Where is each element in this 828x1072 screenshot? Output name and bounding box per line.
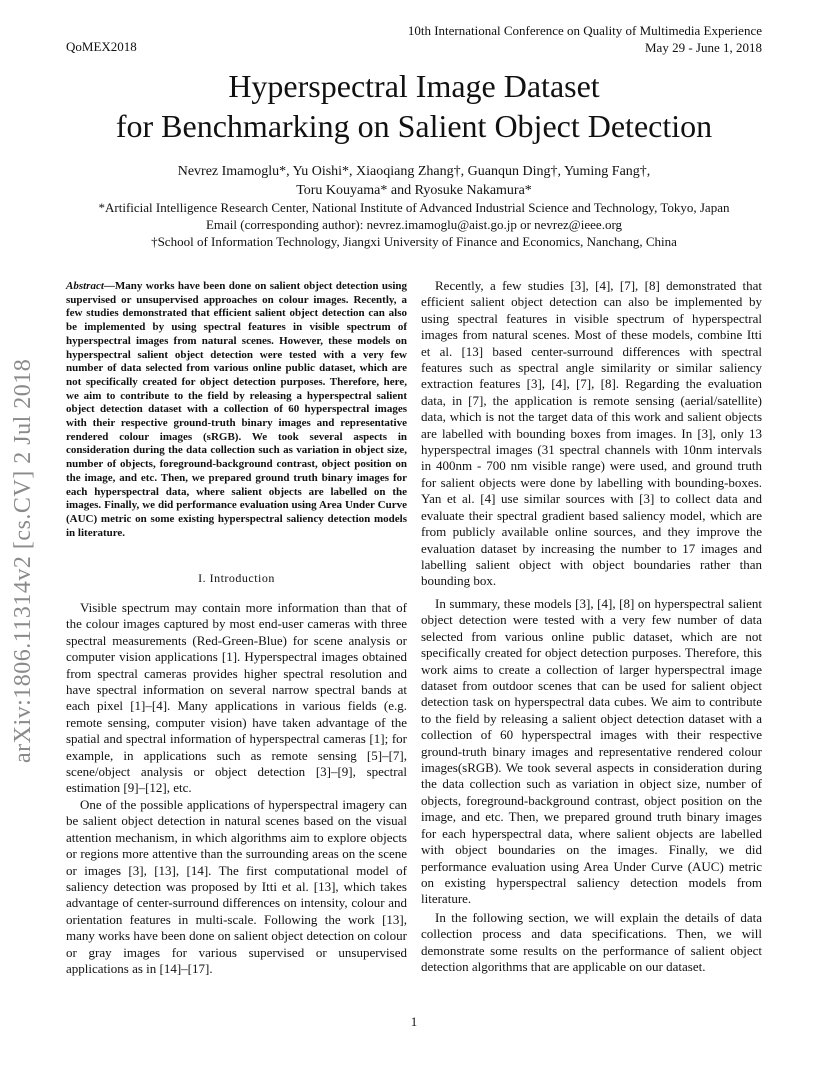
paper-title [0, 66, 828, 146]
title-line-1: Hyperspectral Image Dataset [228, 68, 600, 104]
right-paragraph-3 [421, 910, 762, 976]
paragraph-text: In the following section, we will explain the details of data collection process and data specifications. Then, we will demonstrate some results on the performance of salient object detection algorithms that are applicable on our dataset. [421, 910, 762, 975]
right-paragraph-1 [421, 278, 762, 590]
paragraph-text: One of the possible applications of hyperspectral imagery can be salient object detection in natural scenes based on the visual attention mechanism, in which algorithms aim to explore objects or regions more attentive than the surrounding areas on the scene or images [3], [13], [14]. The first computational model of saliency detection was proposed by Itti et al. [13], which takes advantage of center-surround differences on intensity, colour and orientation features in multi-scale. Following the work [13], many works have been done on salient object detection on colour or gray images for various supervised or unsupervised applications as in [14]–[17]. [66, 797, 407, 977]
paragraph-text: In summary, these models [3], [4], [8] on hyperspectral salient object detection were tested with a very few number of data selected from various online public dataset, which are not specifically created for object detection purposes. Therefore, this work aims to create a collection of larger hyperspectral image dataset from outdoor scenes that can be used for salient object detection task on hyperspectral data cubes. We aim to contribute to the field by releasing a salient object detection dataset with a collection of 60 hyperspectral images with their respective ground-truth binary images and representative rendered colour images(sRGB). We took several aspects in consideration during the data collection such as variation in object size, number of objects, foreground-background contrast, object position on the image, and etc. Then, we prepared ground truth binary images for each hyperspectral data, where salient objects are labelled with object boundaries on the images. Finally, we did performance evaluation using Area Under Curve (AUC) metric on existing hyperspectral saliency detection models from literature. [421, 596, 762, 907]
intro-paragraph-1 [66, 600, 407, 797]
conference-name: 10th International Conference on Quality of Multimedia Experience [407, 23, 762, 38]
author-list [0, 162, 828, 200]
abstract-label: Abstract [66, 280, 104, 292]
paragraph-text: Visible spectrum may contain more information than that of the colour images captured by most end-user cameras with three spectral measurements (Red-Green-Blue) for scene analysis or computer vision applications [1]. Hyperspectral images obtained from spectral cameras provides higher spectral resolution and have spectral information on several narrow spectral bands at each pixel [1]–[4]. Many applications in various fields (e.g. remote sensing, computer vision) have taken advantage of the spatial and spectral information of hyperspectral cameras [1]; for example, in applications such as remote sensing [5]–[7], scene/object analysis or object detection [3]–[9], spectral estimation [9]–[12], etc. [66, 600, 407, 796]
conference-dates: May 29 - June 1, 2018 [645, 40, 762, 55]
authors-line-2: Toru Kouyama* and Ryosuke Nakamura* [296, 183, 532, 198]
corresponding-email: Email (corresponding author): nevrez.imamoglu@aist.go.jp or nevrez@ieee.org [205, 217, 623, 232]
authors-line-1: Nevrez Imamoglu*, Yu Oishi*, Xiaoqiang Zhang†, Guanqun Ding†, Yuming Fang†, [177, 164, 651, 179]
abstract-text: —Many works have been done on salient object detection using supervised or unsupervised approaches on colour images. Recently, a few studies demonstrated that efficient salient object detection can also be implemented by using spectral features in visible spectrum of hyperspectral images from natural scenes. However, these models on hyperspectral salient object detection were tested with a very few number of data selected from various online public dataset, which are not specifically created for object detection purposes. Therefore, here, we aim to contribute to the field by releasing a hyperspectral salient object detection dataset with a collection of 60 hyperspectral images with their respective ground-truth binary images and representative rendered colour images (sRGB). We took several aspects in consideration during the data collection such as variation in object size, number of objects, foreground-background contrast, object position on the image, and etc. Then, we prepared ground truth binary images for each hyperspectral data, where salient objects are labelled on the images. Finally, we did performance evaluation using Area Under Curve (AUC) metric on some existing hyperspectral saliency detection models in literature. [66, 280, 407, 539]
affiliation-aist: *Artificial Intelligence Research Center, National Institute of Advanced Industrial Science and Technology, Tokyo, Japan [98, 200, 730, 215]
title-line-2: for Benchmarking on Salient Object Detection [115, 108, 713, 144]
right-paragraph-2 [421, 596, 762, 908]
conference-header [408, 22, 762, 56]
affiliations [0, 199, 828, 250]
section-heading-introduction: I. Introduction [198, 571, 275, 585]
venue-short: QoMEX2018 [66, 39, 137, 54]
page-number: 1 [410, 1014, 418, 1029]
affiliation-jiangxi: †School of Information Technology, Jiangxi University of Finance and Economics, Nanchang, China [151, 234, 677, 249]
paragraph-text: Recently, a few studies [3], [4], [7], [8] demonstrated that efficient salient object detection can also be implemented by using spectral features in visible spectrum of hyperspectral images from natural scenes. Most of these models, combine Itti et al. [13] based center-surround differences with spectral features such as spectral angle similarity or similar saliency extraction features [3], [4], [7], [8]. Regarding the evaluation data, in [7], the application is remote sensing (aerial/satellite) data, which is not the target data of this work and salient objects are labelled with bounding boxes from images. In [3], only 13 hyperspectral images (31 spectral channels with 10nm intervals in 400nm - 700 nm visible range) were used, and ground truth for salient objects were done by labelling with bounding-boxes. Yan et al. [4] use similar sources with [3] to collect data and evaluate their spectral gradient based saliency model, which are from publicly available online sources, and they improve the evaluation dataset by increasing the number to 17 images and labelling salient object with object boundaries rather than bounding box. [421, 278, 762, 589]
arxiv-identifier-stamp: arXiv:1806.11314v2 [cs.CV] 2 Jul 2018 [10, 358, 36, 763]
intro-paragraph-2 [66, 797, 407, 977]
abstract [66, 280, 407, 540]
